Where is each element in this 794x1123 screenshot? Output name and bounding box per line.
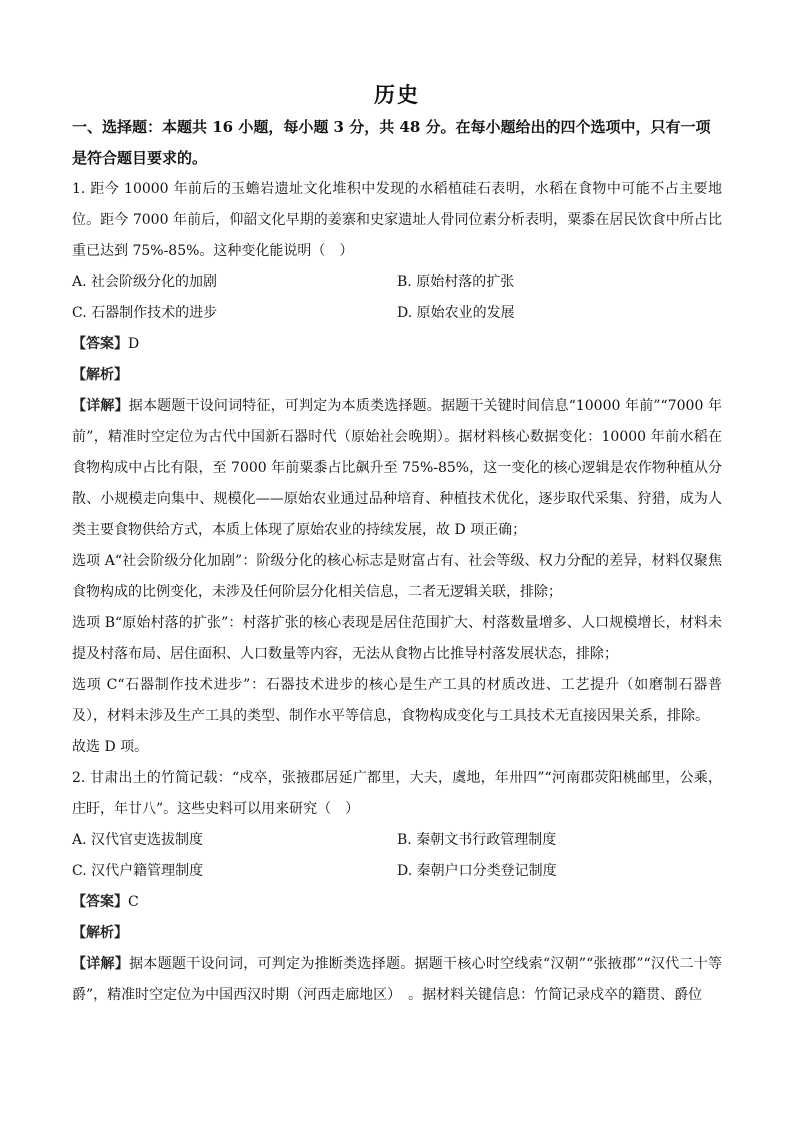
detail-tag: 【详解】 xyxy=(72,956,130,972)
q2-analysis-line xyxy=(72,918,722,949)
q1-analysis-line xyxy=(72,360,722,391)
q1-option-c: C. 石器制作技术的进步 xyxy=(72,305,218,321)
q1-option-b: B. 原始村落的扩张 xyxy=(397,274,515,290)
q2-option-d: D. 秦朝户口分类登记制度 xyxy=(397,863,557,879)
q1-detail xyxy=(72,391,722,546)
question-2-options xyxy=(72,825,722,887)
q1-option-a-analysis: 选项 A“社会阶级分化加剧”：阶级分化的核心标志是财富占有、社会等级、权力分配的差异，材料仅聚焦食物构成的比例变化，未涉及任何阶层分化相关信息，二者无逻辑关联，排除； xyxy=(72,553,722,600)
answer-tag: 【答案】 xyxy=(72,336,128,352)
answer-tag: 【答案】 xyxy=(72,894,128,910)
q1-conclusion: 故选 D 项。 xyxy=(72,739,149,755)
q1-option-d: D. 原始农业的发展 xyxy=(397,305,515,321)
analysis-tag: 【解析】 xyxy=(72,367,128,383)
q1-answer-line xyxy=(72,329,722,360)
q1-option-c-analysis: 选项 C“石器制作技术进步”：石器技术进步的核心是生产工具的材质改进、工艺提升（如磨制石器普及），材料未涉及生产工具的类型、制作水平等信息，食物构成变化与工具技术无直接因果关系，排除。 xyxy=(72,677,722,724)
q2-option-a: A. 汉代官吏选拔制度 xyxy=(72,832,204,848)
question-1-options xyxy=(72,267,722,329)
document-body xyxy=(72,112,722,1011)
q1-option-b-analysis: 选项 B“原始村落的扩张”：村落扩张的核心表现是居住范围扩大、村落数量增多、人口规模增长，材料未提及村落布局、居住面积、人口数量等内容，无法从食物占比推导村落发展状态，排除； xyxy=(72,615,722,662)
page-title: 历史 xyxy=(374,82,420,107)
q2-detail xyxy=(72,949,722,1011)
question-1-stem: 1. 距今 10000 年前后的玉蟾岩遗址文化堆积中发现的水稻植硅石表明，水稻在食物中可能不占主要地位。距今 7000 年前后，仰韶文化早期的姜寨和史家遗址人骨同位素分析表明，粟黍在居民饮食中所占比重已达到 75%-85%。这种变化能说明（ ） xyxy=(72,181,722,259)
answer-value: D xyxy=(128,336,140,352)
q1-option-a: A. 社会阶级分化的加剧 xyxy=(72,274,218,290)
detail-text: 据本题题干设问词特征，可判定为本质类选择题。据题干关键时间信息“10000 年前”“7000 年前”，精准时空定位为古代中国新石器时代（原始社会晚期）。据材料核心数据变化：10000 年前水稻在食物构成中占比有限，至 7000 年前粟黍占比飙升至 75%-85%，这一变化的核心逻辑是农作物种植从分散、小规模走向集中、规模化——原始农业通过品种培育、种植技术优化，逐步取代采集、狩猎，成为人类主要食物供给方式，本质上体现了原始农业的持续发展，故 D 项正确； xyxy=(72,398,722,538)
question-2-stem: 2. 甘肃出土的竹简记载：“戍卒，张掖郡居延广都里，大夫，虞地，年卅四”“河南郡荧阳桃邮里，公乘，庄盱，年廿八”。这些史料可以用来研究（ ） xyxy=(72,770,722,817)
answer-value: C xyxy=(128,894,139,910)
detail-tag: 【详解】 xyxy=(72,398,129,414)
analysis-tag: 【解析】 xyxy=(72,925,128,941)
q2-option-c: C. 汉代户籍管理制度 xyxy=(72,863,204,879)
section-heading: 一、选择题：本题共 16 小题，每小题 3 分，共 48 分。在每小题给出的四个选项中，只有一项是符合题目要求的。 xyxy=(72,118,711,167)
q2-answer-line xyxy=(72,887,722,918)
detail-text: 据本题题干设问词，可判定为推断类选择题。据题干核心时空线索“汉朝”“张掖郡”“汉代二十等爵”，精准时空定位为中国西汉时期（河西走廊地区） 。据材料关键信息：竹简记录戍卒的籍贯、爵位 xyxy=(72,956,722,1003)
q2-option-b: B. 秦朝文书行政管理制度 xyxy=(397,832,557,848)
